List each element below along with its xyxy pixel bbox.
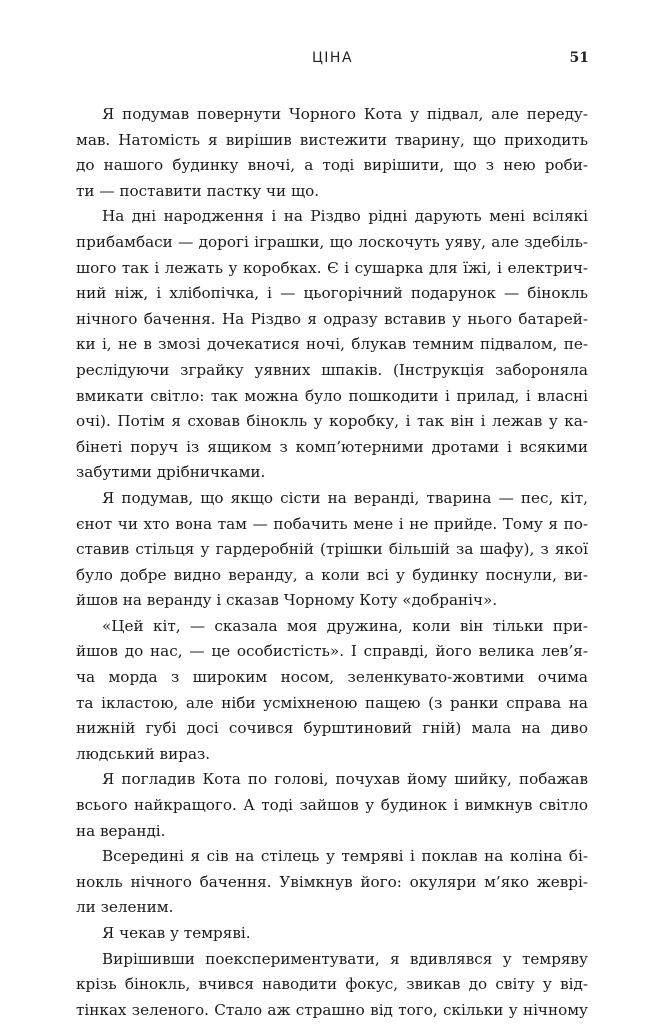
text-line: «Цей кіт, — сказала моя дружина, коли він тільки при- bbox=[102, 616, 588, 635]
text-line: крізь бінокль, вчився наводити фокус, звикав до світу у від- bbox=[76, 975, 588, 994]
text-line: Я погладив Кота по голові, почухав йому шийку, побажав bbox=[102, 770, 588, 789]
text-line: єнот чи хто вона там — побачить мене і не прийде. Тому я по- bbox=[76, 514, 588, 533]
text-line: На дні народження і на Різдво рідні дарують мені всілякі bbox=[102, 207, 588, 226]
text-line: було добре видно веранду, а коли всі у будинку поснули, ви- bbox=[76, 565, 588, 584]
body-text bbox=[76, 102, 588, 1023]
text-line: забутими дрібничками. bbox=[76, 463, 266, 482]
text-line: Вирішивши поекспериментувати, я вдивлявся у темряву bbox=[102, 949, 588, 968]
text-line: нічного бачення. На Різдво я одразу вставив у нього батарей- bbox=[76, 309, 588, 328]
text-line: ча морда з широким носом, зеленкувато-жовтими очима bbox=[76, 668, 588, 687]
text-line: прибамбаси — дорогі іграшки, що лоскочуть уяву, але здебіль- bbox=[76, 232, 588, 251]
text-line: нокль нічного бачення. Увімкнув його: окуляри м’яко жеврі- bbox=[76, 872, 588, 891]
text-line: очі). Потім я сховав бінокль у коробку, і так він і лежав у ка- bbox=[76, 412, 588, 431]
text-line: вмикати світло: так можна було пошкодити і прилад, і власні bbox=[76, 386, 588, 405]
text-line: ти — поставити пастку чи що. bbox=[76, 181, 320, 200]
text-line: ли зеленим. bbox=[76, 898, 174, 917]
text-line: всього найкращого. А тоді зайшов у будинок і вимкнув світло bbox=[76, 796, 588, 815]
text-line: ки і, не в змозі дочекатися ночі, блукав темним підвалом, пе- bbox=[76, 335, 588, 354]
running-title: ЦІНА bbox=[311, 50, 354, 66]
page-number: 51 bbox=[569, 50, 589, 66]
text-line: бінеті поруч із ящиком з комп’ютерними дротами і всякими bbox=[76, 437, 588, 456]
text-line: тінках зеленого. Стало аж страшно від того, скільки у нічному bbox=[76, 1000, 588, 1019]
text-line: людський вираз. bbox=[76, 744, 211, 763]
text-line: Я подумав, що якщо сісти на веранді, тварина — пес, кіт, bbox=[102, 488, 588, 507]
text-line: та ікластою, але ніби усміхненою пащею (з ранки справа на bbox=[76, 693, 588, 712]
text-line: шого так і лежать у коробках. Є і сушарка для їжі, і електрич- bbox=[76, 258, 588, 277]
text-line: нижній губі досі сочився бурштиновий гній) мала на диво bbox=[76, 719, 588, 738]
text-line: Всередині я сів на стілець у темряві і поклав на коліна бі- bbox=[102, 847, 588, 866]
text-line: мав. Натомість я вирішив вистежити тварину, що приходить bbox=[76, 130, 588, 149]
text-line: реслідуючи зграйку уявних шпаків. (Інструкція забороняла bbox=[76, 360, 588, 379]
text-line: до нашого будинку вночі, а тоді вирішити, що з нею роби- bbox=[76, 156, 588, 175]
text-line: йшов до нас, — це особистість». І справді, його велика лев’я- bbox=[76, 642, 588, 661]
text-line: ний ніж, і хлібопічка, і — цьогорічний подарунок — бінокль bbox=[76, 284, 588, 303]
text-line: Я чекав у темряві. bbox=[102, 924, 251, 942]
text-line: на веранді. bbox=[76, 821, 166, 840]
text-line: йшов на веранду і сказав Чорному Коту «добраніч». bbox=[76, 591, 498, 610]
text-line: Я подумав повернути Чорного Кота у підвал, але переду- bbox=[102, 105, 588, 123]
text-line: ставив стільця у гардеробній (трішки більшій за шафу), з якої bbox=[76, 540, 588, 559]
